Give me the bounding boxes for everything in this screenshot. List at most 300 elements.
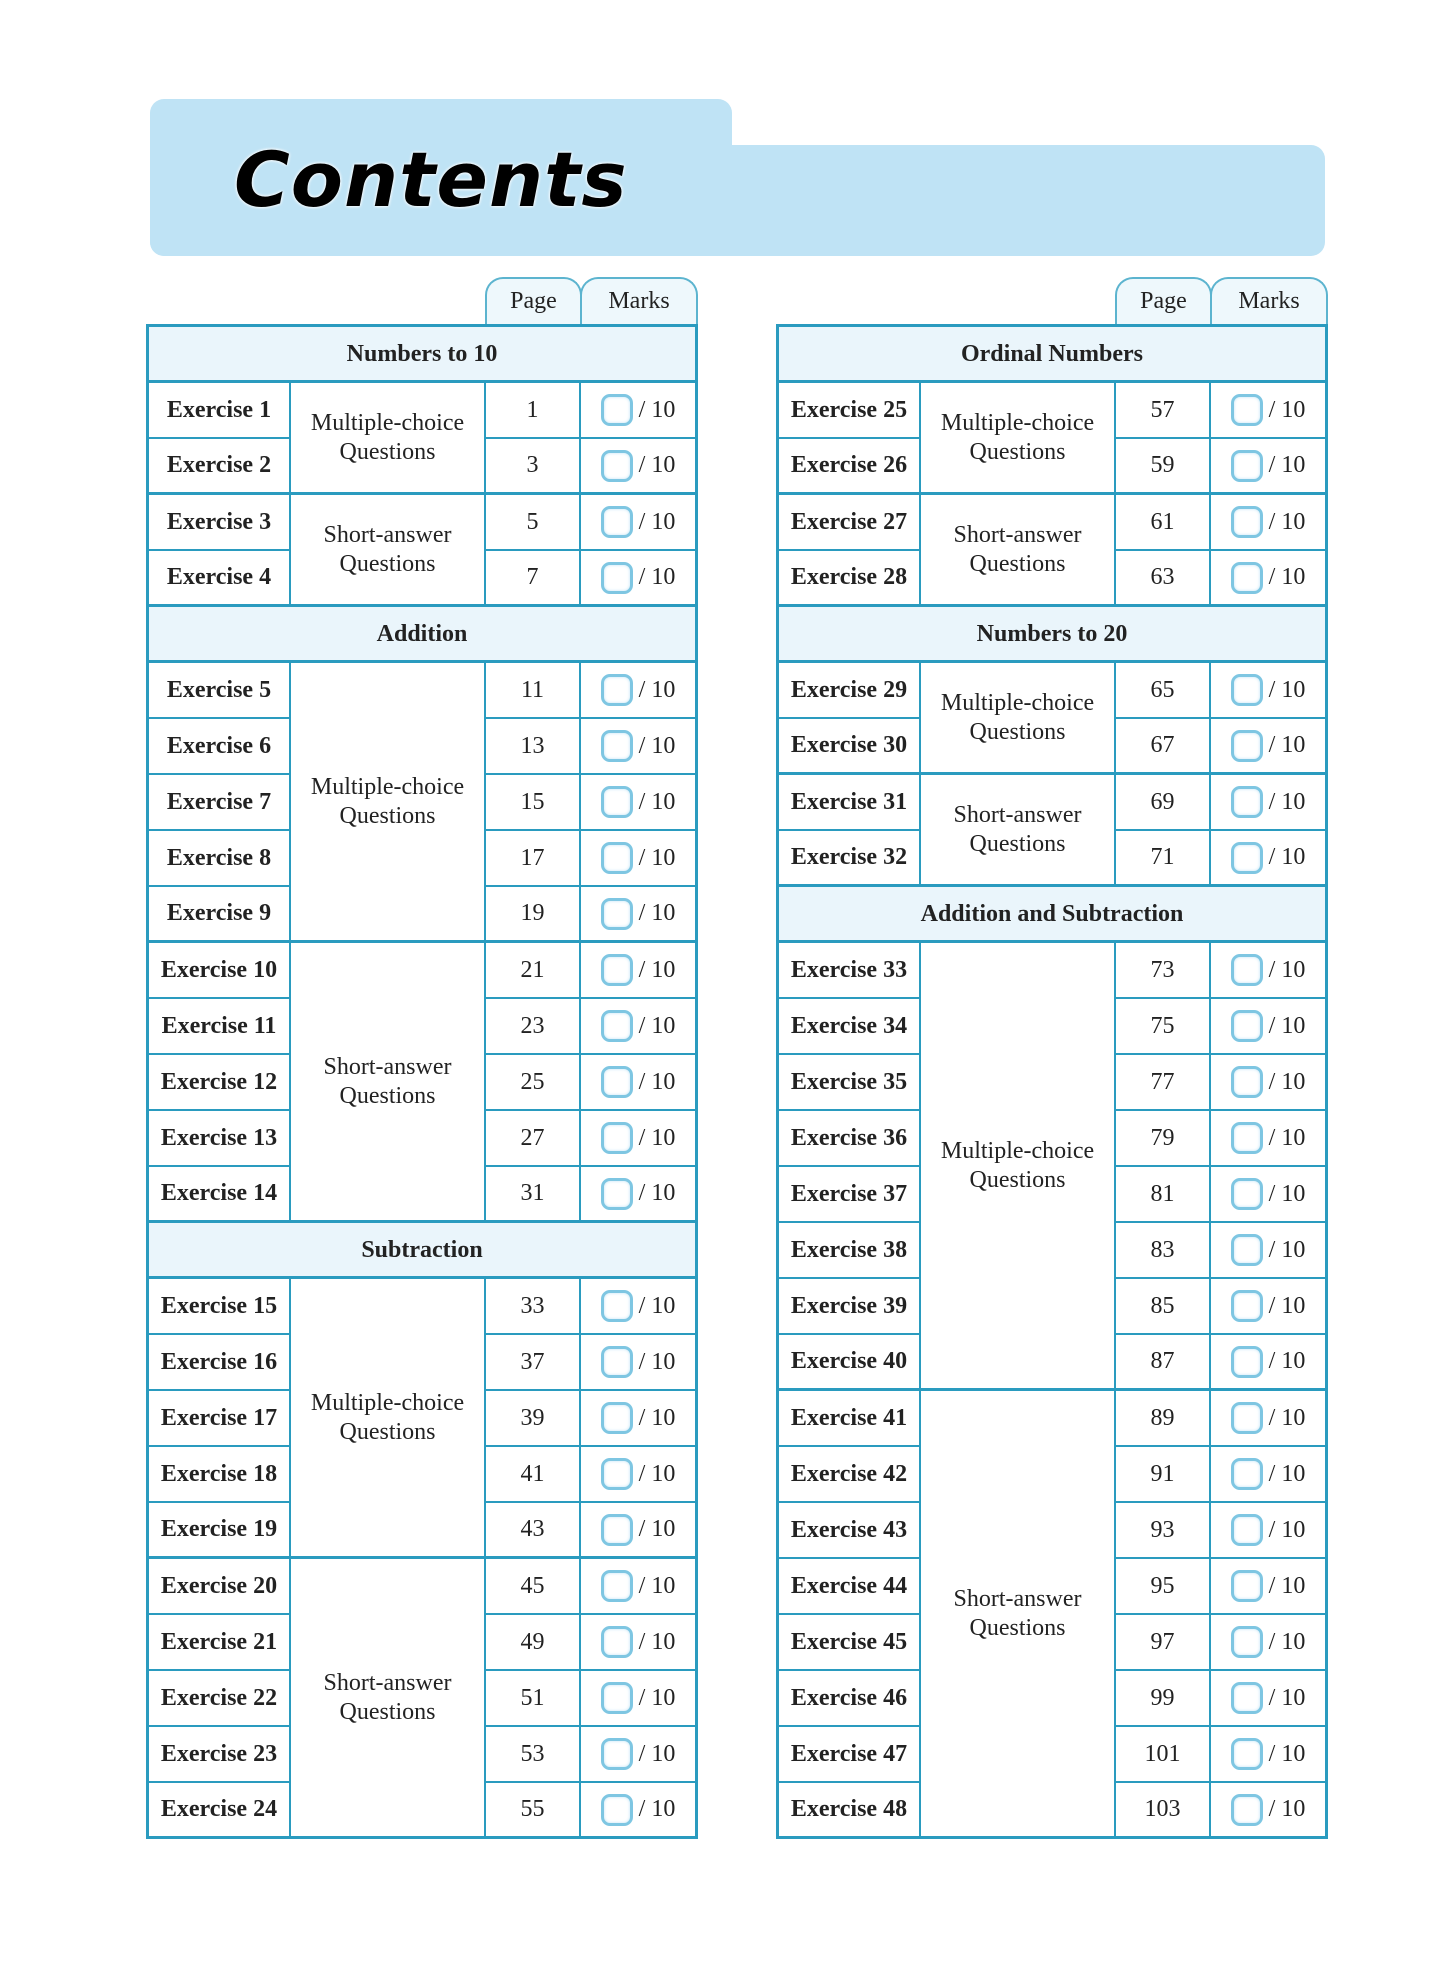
exercise-name: Exercise 11 bbox=[149, 999, 289, 1055]
exercise-name: Exercise 23 bbox=[149, 1727, 289, 1783]
marks-input-box[interactable] bbox=[601, 1570, 633, 1602]
marks-cell bbox=[581, 719, 695, 775]
question-type bbox=[921, 775, 1116, 884]
page-number: 7 bbox=[526, 564, 539, 590]
question-type-line: Multiple-choice bbox=[940, 409, 1095, 436]
page-number: 27 bbox=[486, 1111, 579, 1167]
exercise-name: Exercise 32 bbox=[790, 844, 908, 870]
column-headers bbox=[146, 275, 698, 324]
marks-total: / 10 bbox=[638, 564, 676, 590]
question-type-line: Questions bbox=[969, 718, 1066, 745]
marks-input-box[interactable] bbox=[1231, 1682, 1263, 1714]
marks-cell bbox=[581, 887, 695, 940]
marks-cell bbox=[581, 1111, 695, 1167]
marks-cell bbox=[581, 775, 695, 831]
exercise-name: Exercise 20 bbox=[149, 1559, 289, 1615]
marks-cell bbox=[1211, 775, 1325, 831]
column-headers bbox=[776, 275, 1328, 324]
marks-input-box[interactable] bbox=[1231, 1570, 1263, 1602]
marks-input-box[interactable] bbox=[1231, 1234, 1263, 1266]
exercise-name: Exercise 38 bbox=[779, 1223, 919, 1279]
marks-cell bbox=[1211, 1783, 1325, 1836]
marks-input-box[interactable] bbox=[1231, 1178, 1263, 1210]
page-number: 77 bbox=[1116, 1055, 1209, 1111]
marks-input-box[interactable] bbox=[1231, 1458, 1263, 1490]
page-number: 3 bbox=[526, 452, 539, 478]
page-number: 91 bbox=[1116, 1447, 1209, 1503]
exercise-name: Exercise 17 bbox=[149, 1391, 289, 1447]
marks-cell bbox=[581, 1279, 695, 1335]
page-number: 45 bbox=[486, 1559, 579, 1615]
page-number: 93 bbox=[1116, 1503, 1209, 1559]
exercise-group bbox=[779, 663, 1325, 775]
page-number: 71 bbox=[1150, 844, 1175, 870]
exercise-name: Exercise 19 bbox=[160, 1516, 278, 1542]
marks-cell bbox=[1211, 495, 1325, 551]
marks-total: / 10 bbox=[638, 900, 676, 926]
marks-total: / 10 bbox=[1268, 1684, 1306, 1711]
exercise-name: Exercise 48 bbox=[790, 1796, 908, 1822]
page-number: 19 bbox=[520, 900, 545, 926]
page-number: 59 bbox=[1150, 452, 1175, 478]
page-number: 11 bbox=[486, 663, 579, 719]
marks-total: / 10 bbox=[1268, 1124, 1306, 1151]
marks-total: / 10 bbox=[1268, 1796, 1306, 1822]
section-header: Numbers to 20 bbox=[779, 607, 1325, 663]
marks-input-box[interactable] bbox=[601, 842, 633, 874]
marks-input-box[interactable] bbox=[601, 1794, 633, 1826]
marks-cell bbox=[1211, 383, 1325, 439]
marks-cell bbox=[581, 439, 695, 492]
marks-input-box[interactable] bbox=[601, 730, 633, 762]
page-number: 39 bbox=[486, 1391, 579, 1447]
page-number: 5 bbox=[486, 495, 579, 551]
page-number: 99 bbox=[1116, 1671, 1209, 1727]
marks-total: / 10 bbox=[1268, 844, 1306, 870]
exercise-group bbox=[779, 495, 1325, 607]
question-type-line: Questions bbox=[339, 1082, 436, 1109]
page-number: 69 bbox=[1116, 775, 1209, 831]
exercise-name: Exercise 15 bbox=[149, 1279, 289, 1335]
marks-total: / 10 bbox=[638, 452, 676, 478]
marks-total: / 10 bbox=[1268, 1404, 1306, 1431]
marks-input-box[interactable] bbox=[601, 1290, 633, 1322]
exercise-name: Exercise 18 bbox=[149, 1447, 289, 1503]
exercise-name: Exercise 14 bbox=[160, 1180, 278, 1206]
exercise-group bbox=[149, 1279, 695, 1559]
marks-total: / 10 bbox=[1268, 564, 1306, 590]
page-number: 101 bbox=[1116, 1727, 1209, 1783]
page-number: 1 bbox=[486, 383, 579, 439]
marks-total: / 10 bbox=[638, 1124, 676, 1151]
marks-total: / 10 bbox=[1268, 1628, 1306, 1655]
marks-total: / 10 bbox=[1268, 1236, 1306, 1263]
page-number: 37 bbox=[486, 1335, 579, 1391]
marks-input-box[interactable] bbox=[601, 954, 633, 986]
page-number: 63 bbox=[1150, 564, 1175, 590]
page-number: 43 bbox=[520, 1516, 545, 1542]
page-number: 49 bbox=[486, 1615, 579, 1671]
page-number: 55 bbox=[520, 1796, 545, 1822]
exercise-name: Exercise 4 bbox=[166, 564, 272, 590]
marks-cell bbox=[1211, 1335, 1325, 1388]
marks-input-box[interactable] bbox=[601, 1682, 633, 1714]
exercise-name: Exercise 34 bbox=[779, 999, 919, 1055]
marks-column-header: Marks bbox=[1210, 277, 1328, 324]
marks-total: / 10 bbox=[638, 1348, 676, 1375]
page-number: 83 bbox=[1116, 1223, 1209, 1279]
page-number: 103 bbox=[1144, 1796, 1181, 1822]
page-number: 41 bbox=[486, 1447, 579, 1503]
page-number: 61 bbox=[1116, 495, 1209, 551]
marks-cell bbox=[1211, 1279, 1325, 1335]
marks-cell bbox=[1211, 1223, 1325, 1279]
exercise-name: Exercise 25 bbox=[779, 383, 919, 439]
marks-column-header: Marks bbox=[580, 277, 698, 324]
question-type-line: Short-answer bbox=[323, 1053, 452, 1080]
exercise-name: Exercise 10 bbox=[149, 943, 289, 999]
page-number: 95 bbox=[1116, 1559, 1209, 1615]
page-number: 73 bbox=[1116, 943, 1209, 999]
marks-total: / 10 bbox=[638, 396, 676, 423]
marks-total: / 10 bbox=[638, 1292, 676, 1319]
page-number: 33 bbox=[486, 1279, 579, 1335]
question-type-line: Questions bbox=[339, 438, 436, 465]
marks-total: / 10 bbox=[1268, 1460, 1306, 1487]
exercise-name: Exercise 36 bbox=[779, 1111, 919, 1167]
question-type-line: Multiple-choice bbox=[310, 409, 465, 436]
exercise-group bbox=[149, 943, 695, 1223]
marks-total: / 10 bbox=[638, 1572, 676, 1599]
exercise-name: Exercise 39 bbox=[779, 1279, 919, 1335]
exercise-name: Exercise 7 bbox=[149, 775, 289, 831]
marks-total: / 10 bbox=[638, 1404, 676, 1431]
marks-input-box[interactable] bbox=[1231, 1794, 1263, 1826]
question-type-line: Questions bbox=[339, 1698, 436, 1725]
marks-total: / 10 bbox=[1268, 956, 1306, 983]
marks-cell bbox=[1211, 1559, 1325, 1615]
marks-total: / 10 bbox=[1268, 1012, 1306, 1039]
marks-input-box[interactable] bbox=[1231, 842, 1263, 874]
exercise-group bbox=[149, 495, 695, 607]
question-type-line: Questions bbox=[969, 830, 1066, 857]
question-type-line: Multiple-choice bbox=[310, 773, 465, 800]
marks-input-box[interactable] bbox=[1231, 450, 1263, 482]
marks-total: / 10 bbox=[638, 1012, 676, 1039]
marks-cell bbox=[1211, 1503, 1325, 1559]
marks-cell bbox=[1211, 663, 1325, 719]
question-type-line: Questions bbox=[339, 550, 436, 577]
section-header: Numbers to 10 bbox=[149, 327, 695, 383]
question-type-line: Multiple-choice bbox=[310, 1389, 465, 1416]
marks-cell bbox=[581, 551, 695, 604]
marks-total: / 10 bbox=[1268, 1348, 1306, 1374]
marks-cell bbox=[1211, 1615, 1325, 1671]
marks-cell bbox=[1211, 1671, 1325, 1727]
exercise-name: Exercise 9 bbox=[166, 900, 272, 926]
marks-input-box[interactable] bbox=[1231, 394, 1263, 426]
marks-cell bbox=[581, 999, 695, 1055]
question-type bbox=[291, 495, 486, 604]
marks-input-box[interactable] bbox=[1231, 1290, 1263, 1322]
exercise-name: Exercise 3 bbox=[149, 495, 289, 551]
page-number: 67 bbox=[1150, 732, 1175, 758]
question-type bbox=[921, 663, 1116, 772]
page-column-header: Page bbox=[1115, 277, 1212, 324]
section-header: Subtraction bbox=[149, 1223, 695, 1279]
section-header: Addition and Subtraction bbox=[779, 887, 1325, 943]
exercise-group bbox=[779, 943, 1325, 1391]
page-number: 31 bbox=[520, 1180, 545, 1206]
marks-total: / 10 bbox=[1268, 732, 1306, 758]
exercise-name: Exercise 41 bbox=[779, 1391, 919, 1447]
page-number: 17 bbox=[486, 831, 579, 887]
exercise-name: Exercise 13 bbox=[149, 1111, 289, 1167]
marks-total: / 10 bbox=[638, 788, 676, 815]
marks-total: / 10 bbox=[638, 1180, 676, 1206]
marks-total: / 10 bbox=[1268, 676, 1306, 703]
page-number: 57 bbox=[1116, 383, 1209, 439]
marks-total: / 10 bbox=[638, 508, 676, 535]
question-type-line: Short-answer bbox=[953, 1585, 1082, 1612]
marks-input-box[interactable] bbox=[1231, 1738, 1263, 1770]
marks-total: / 10 bbox=[638, 956, 676, 983]
marks-input-box[interactable] bbox=[601, 1122, 633, 1154]
exercise-name: Exercise 8 bbox=[149, 831, 289, 887]
page-number: 81 bbox=[1116, 1167, 1209, 1223]
marks-cell bbox=[581, 1335, 695, 1391]
marks-cell bbox=[581, 1559, 695, 1615]
page-number: 15 bbox=[486, 775, 579, 831]
marks-total: / 10 bbox=[638, 676, 676, 703]
marks-cell bbox=[1211, 1111, 1325, 1167]
marks-input-box[interactable] bbox=[1231, 1010, 1263, 1042]
marks-input-box[interactable] bbox=[601, 1514, 633, 1546]
exercise-group bbox=[149, 663, 695, 943]
question-type bbox=[291, 383, 486, 492]
marks-cell bbox=[581, 1727, 695, 1783]
page-number: 89 bbox=[1116, 1391, 1209, 1447]
page-number: 13 bbox=[486, 719, 579, 775]
marks-cell bbox=[1211, 1055, 1325, 1111]
exercise-group bbox=[149, 1559, 695, 1839]
exercise-name: Exercise 27 bbox=[779, 495, 919, 551]
marks-total: / 10 bbox=[1268, 1572, 1306, 1599]
marks-input-box[interactable] bbox=[601, 562, 633, 594]
marks-input-box[interactable] bbox=[601, 506, 633, 538]
marks-cell bbox=[581, 1167, 695, 1220]
marks-total: / 10 bbox=[638, 1460, 676, 1487]
exercise-name: Exercise 21 bbox=[149, 1615, 289, 1671]
marks-total: / 10 bbox=[638, 1740, 676, 1767]
marks-input-box[interactable] bbox=[1231, 786, 1263, 818]
marks-input-box[interactable] bbox=[1231, 1626, 1263, 1658]
marks-cell bbox=[581, 1055, 695, 1111]
contents-grid bbox=[776, 324, 1328, 1839]
page-number: 79 bbox=[1116, 1111, 1209, 1167]
marks-input-box[interactable] bbox=[1231, 1514, 1263, 1546]
marks-total: / 10 bbox=[638, 844, 676, 871]
marks-total: / 10 bbox=[638, 1684, 676, 1711]
page-number: 97 bbox=[1116, 1615, 1209, 1671]
page-number: 75 bbox=[1116, 999, 1209, 1055]
question-type-line: Questions bbox=[339, 1418, 436, 1445]
marks-total: / 10 bbox=[1268, 1180, 1306, 1207]
marks-cell bbox=[581, 1671, 695, 1727]
marks-input-box[interactable] bbox=[601, 1738, 633, 1770]
exercise-name: Exercise 46 bbox=[779, 1671, 919, 1727]
marks-input-box[interactable] bbox=[601, 1626, 633, 1658]
marks-cell bbox=[1211, 439, 1325, 492]
marks-input-box[interactable] bbox=[1231, 954, 1263, 986]
exercise-name: Exercise 31 bbox=[779, 775, 919, 831]
marks-input-box[interactable] bbox=[601, 394, 633, 426]
marks-cell bbox=[581, 1391, 695, 1447]
question-type-line: Short-answer bbox=[953, 801, 1082, 828]
marks-cell bbox=[581, 1503, 695, 1556]
question-type bbox=[921, 495, 1116, 604]
marks-cell bbox=[581, 383, 695, 439]
marks-total: / 10 bbox=[1268, 1068, 1306, 1095]
marks-cell bbox=[581, 943, 695, 999]
marks-total: / 10 bbox=[1268, 1740, 1306, 1767]
marks-cell bbox=[1211, 1167, 1325, 1223]
marks-cell bbox=[581, 663, 695, 719]
marks-total: / 10 bbox=[638, 1796, 676, 1822]
marks-input-box[interactable] bbox=[1231, 730, 1263, 762]
marks-cell bbox=[1211, 1391, 1325, 1447]
marks-total: / 10 bbox=[1268, 1516, 1306, 1543]
marks-cell bbox=[1211, 551, 1325, 604]
page-column-header: Page bbox=[485, 277, 582, 324]
marks-input-box[interactable] bbox=[601, 786, 633, 818]
marks-cell bbox=[581, 1447, 695, 1503]
exercise-name: Exercise 5 bbox=[149, 663, 289, 719]
marks-cell bbox=[581, 495, 695, 551]
question-type-line: Short-answer bbox=[323, 521, 452, 548]
marks-cell bbox=[1211, 831, 1325, 884]
marks-input-box[interactable] bbox=[601, 1402, 633, 1434]
exercise-name: Exercise 6 bbox=[149, 719, 289, 775]
exercise-name: Exercise 28 bbox=[790, 564, 908, 590]
page-number: 21 bbox=[486, 943, 579, 999]
exercise-name: Exercise 33 bbox=[779, 943, 919, 999]
marks-cell bbox=[1211, 1727, 1325, 1783]
question-type-line: Multiple-choice bbox=[940, 1137, 1095, 1164]
marks-input-box[interactable] bbox=[1231, 562, 1263, 594]
marks-input-box[interactable] bbox=[601, 1066, 633, 1098]
question-type-line: Questions bbox=[969, 550, 1066, 577]
marks-input-box[interactable] bbox=[601, 898, 633, 930]
marks-input-box[interactable] bbox=[601, 674, 633, 706]
question-type-line: Questions bbox=[969, 1166, 1066, 1193]
marks-input-box[interactable] bbox=[1231, 506, 1263, 538]
question-type bbox=[291, 943, 486, 1220]
marks-total: / 10 bbox=[638, 1068, 676, 1095]
exercise-name: Exercise 37 bbox=[779, 1167, 919, 1223]
question-type-line: Questions bbox=[969, 1614, 1066, 1641]
contents-table-left bbox=[146, 275, 698, 1839]
marks-total: / 10 bbox=[1268, 788, 1306, 815]
marks-input-box[interactable] bbox=[1231, 674, 1263, 706]
exercise-name: Exercise 24 bbox=[160, 1796, 278, 1822]
exercise-name: Exercise 35 bbox=[779, 1055, 919, 1111]
marks-input-box[interactable] bbox=[1231, 1122, 1263, 1154]
exercise-group bbox=[779, 383, 1325, 495]
marks-input-box[interactable] bbox=[1231, 1066, 1263, 1098]
marks-cell bbox=[1211, 1447, 1325, 1503]
marks-total: / 10 bbox=[638, 1516, 676, 1542]
marks-cell bbox=[581, 1615, 695, 1671]
section-header: Addition bbox=[149, 607, 695, 663]
page-number: 87 bbox=[1150, 1348, 1175, 1374]
question-type bbox=[921, 943, 1116, 1388]
marks-input-box[interactable] bbox=[1231, 1346, 1263, 1378]
exercise-name: Exercise 22 bbox=[149, 1671, 289, 1727]
question-type bbox=[921, 383, 1116, 492]
exercise-name: Exercise 26 bbox=[790, 452, 908, 478]
marks-input-box[interactable] bbox=[601, 1178, 633, 1210]
page-number: 65 bbox=[1116, 663, 1209, 719]
marks-total: / 10 bbox=[1268, 396, 1306, 423]
question-type bbox=[291, 1559, 486, 1836]
question-type-line: Questions bbox=[339, 802, 436, 829]
exercise-name: Exercise 2 bbox=[166, 452, 272, 478]
marks-cell bbox=[581, 831, 695, 887]
exercise-name: Exercise 40 bbox=[790, 1348, 908, 1374]
page-title: Contents bbox=[234, 135, 628, 224]
question-type bbox=[291, 1279, 486, 1556]
exercise-group bbox=[149, 383, 695, 495]
contents-table-right bbox=[776, 275, 1328, 1839]
marks-cell bbox=[1211, 999, 1325, 1055]
question-type-line: Questions bbox=[969, 438, 1066, 465]
marks-total: / 10 bbox=[638, 1628, 676, 1655]
marks-input-box[interactable] bbox=[601, 1458, 633, 1490]
page-number: 23 bbox=[486, 999, 579, 1055]
page-number: 53 bbox=[486, 1727, 579, 1783]
contents-grid bbox=[146, 324, 698, 1839]
question-type-line: Short-answer bbox=[953, 521, 1082, 548]
exercise-name: Exercise 16 bbox=[149, 1335, 289, 1391]
exercise-name: Exercise 12 bbox=[149, 1055, 289, 1111]
marks-total: / 10 bbox=[1268, 1292, 1306, 1319]
exercise-name: Exercise 1 bbox=[149, 383, 289, 439]
marks-input-box[interactable] bbox=[601, 1010, 633, 1042]
marks-cell bbox=[1211, 719, 1325, 772]
question-type-line: Short-answer bbox=[323, 1669, 452, 1696]
marks-cell bbox=[1211, 943, 1325, 999]
exercise-name: Exercise 42 bbox=[779, 1447, 919, 1503]
exercise-group bbox=[779, 1391, 1325, 1839]
marks-input-box[interactable] bbox=[1231, 1402, 1263, 1434]
page-number: 25 bbox=[486, 1055, 579, 1111]
exercise-name: Exercise 29 bbox=[779, 663, 919, 719]
contents-banner bbox=[150, 99, 1325, 256]
exercise-name: Exercise 47 bbox=[779, 1727, 919, 1783]
marks-input-box[interactable] bbox=[601, 450, 633, 482]
exercise-group bbox=[779, 775, 1325, 887]
exercise-name: Exercise 43 bbox=[779, 1503, 919, 1559]
marks-total: / 10 bbox=[1268, 508, 1306, 535]
marks-input-box[interactable] bbox=[601, 1346, 633, 1378]
section-header: Ordinal Numbers bbox=[779, 327, 1325, 383]
marks-total: / 10 bbox=[638, 732, 676, 759]
exercise-name: Exercise 45 bbox=[779, 1615, 919, 1671]
page-number: 51 bbox=[486, 1671, 579, 1727]
question-type bbox=[291, 663, 486, 940]
page-number: 85 bbox=[1116, 1279, 1209, 1335]
